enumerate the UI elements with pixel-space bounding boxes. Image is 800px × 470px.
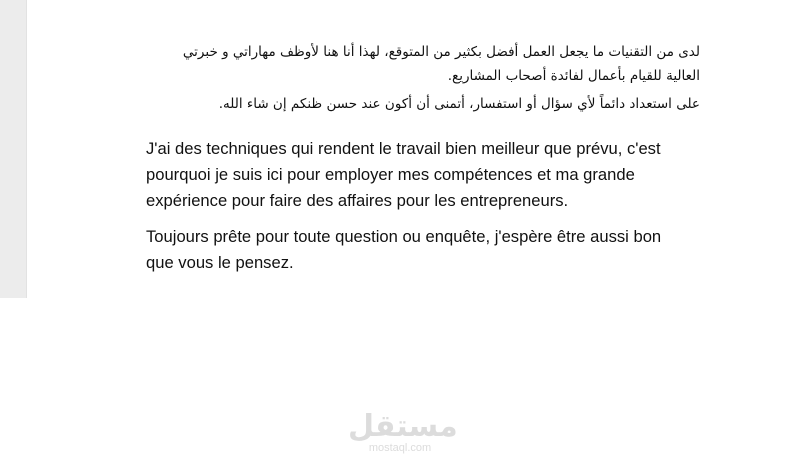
arabic-paragraph-2: على استعداد دائماً لأي سؤال أو استفسار، أتمنى أن أكون عند حسن ظنكم إن شاء الله. — [218, 96, 700, 112]
french-paragraph-1: J'ai des techniques qui rendent le travail bien meilleur que prévu, c'est pourquoi je suis ici pour employer mes compétences et ma grande expérience pour faire des affaires pour les entrepreneurs. — [146, 139, 661, 210]
left-gutter — [0, 0, 27, 298]
mostaql-url: mostaql.com — [368, 442, 432, 454]
arabic-paragraph-1: لدى من التقنيات ما يجعل العمل أفضل بكثير من المتوقع، لهذا أنا هنا لأوظف مهاراتي و خبرتي العالية للقيام بأعمال لفائدة أصحاب المشاريع. — [182, 44, 700, 84]
mostaql-watermark — [348, 409, 458, 454]
document-body — [146, 40, 700, 286]
french-paragraph-2: Toujours prête pour toute question ou enquête, j'espère être aussi bon que vous le pensez. — [146, 227, 662, 272]
mostaql-logo: مستقل — [348, 409, 458, 444]
